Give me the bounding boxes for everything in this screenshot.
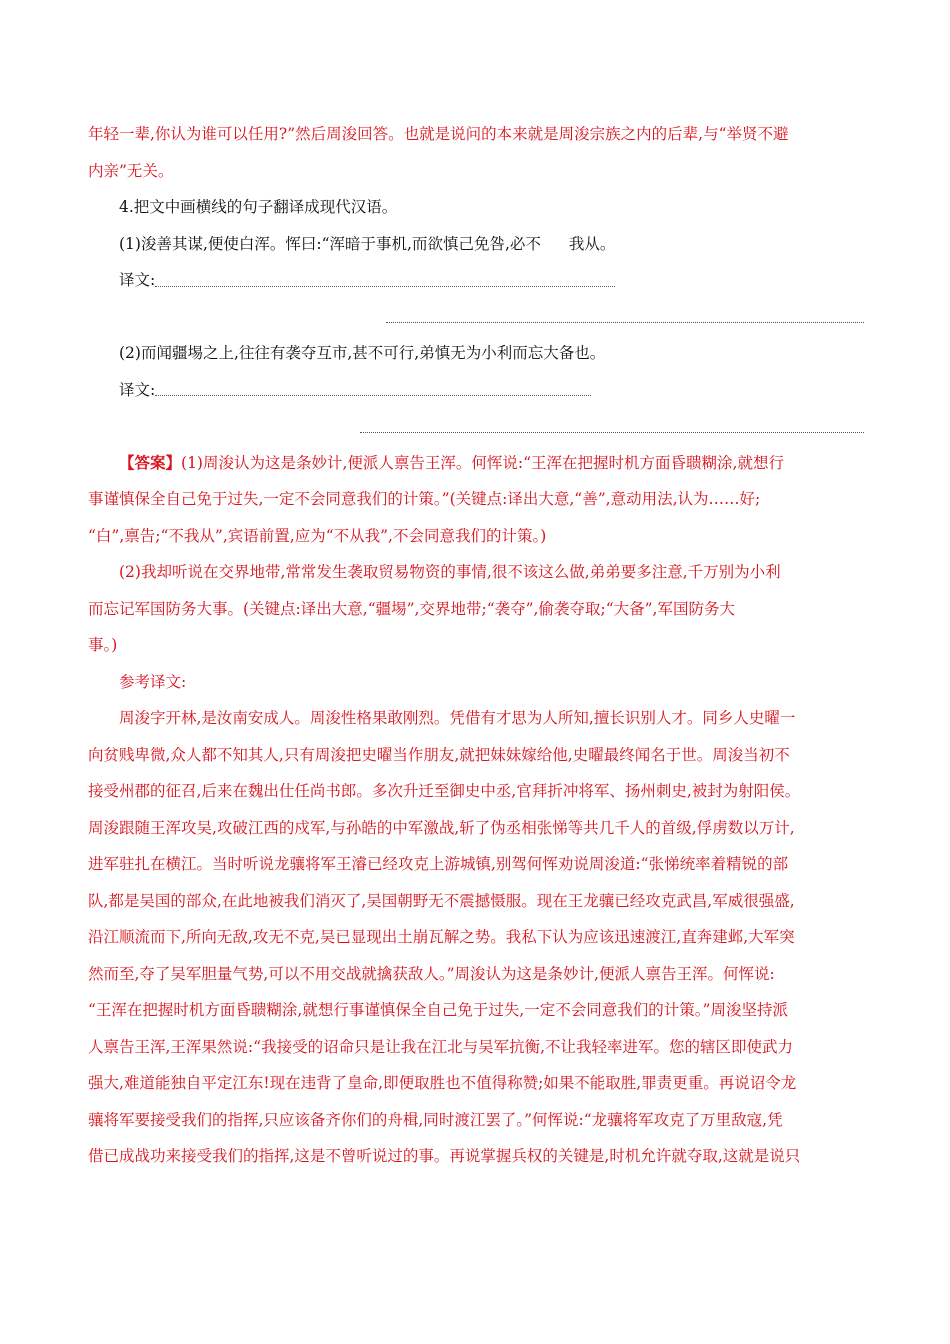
answer-paragraph-2-line-1: (2)我却听说在交界地带,常常发生袭取贸易物资的事情,很不该这么做,弟弟要多注意,千万别为小利 [119,563,781,581]
translation-blank-line-1b[interactable] [386,321,864,323]
question-item-2: (2)而闻疆埸之上,往往有袭夺互市,甚不可行,弟慎无为小利而忘大备也。 [119,344,606,362]
intro-line-2: 内亲”无关。 [88,161,174,180]
reference-line: 周浚跟随王浑攻吴,攻破江西的戍军,与孙皓的中军激战,斩了伪丞相张悌等共几千人的首级,俘虏数以万计, [88,818,795,837]
translation-blank-line-1a[interactable] [155,285,615,287]
answer-paragraph-2-line-3: 事。) [88,636,118,654]
answer-tag: 【答案】 [119,452,182,472]
reference-line: 向贫贱卑微,众人都不知其人,只有周浚把史曜当作朋友,就把妹妹嫁给他,史曜最终闻名于世。周浚当初不 [88,745,790,764]
translation-row-2 [88,372,864,409]
document-page [88,116,864,1175]
answer-paragraph-1-line-1 [88,445,864,482]
reference-line: 强大,难道能独自平定江东!现在违背了皇命,即便取胜也不值得称赞;如果不能取胜,罪责更重。再说诏令龙 [88,1074,797,1092]
translation-blank-line-2b[interactable] [360,431,864,433]
reference-line: 接受州郡的征召,后来在魏出仕任尚书郎。多次升迁至御史中丞,官拜折冲将军、扬州刺史,被封为射阳侯。 [88,782,801,800]
question-item-1 [88,226,864,263]
answer-text: (1)周浚认为这是条妙计,便派人禀告王浑。何恽说:“王浑在把握时机方面昏聩糊涂,就想行 [181,453,784,472]
question-item-1-text: (1)浚善其谋,便使白浑。恽曰:“浑暗于事机,而欲慎己免咎,必不 [119,234,541,253]
translation-row-1 [88,262,864,299]
translation-row-2b [88,408,864,445]
reference-line: 骧将军要接受我们的指挥,只应该备齐你们的舟楫,同时渡江罢了。”何恽说:“龙骧将军攻克了万里敌寇,凭 [88,1110,783,1129]
reference-title: 参考译文: [119,672,187,691]
reference-line: 人禀告王浑,王浑果然说:“我接受的诏命只是让我在江北与吴军抗衡,不让我轻率进军。您的辖区即使武力 [88,1037,794,1056]
reference-line: 队,都是吴国的部众,在此地被我们消灭了,吴国朝野无不震撼慑服。现在王龙骧已经攻克武昌,军威很强盛, [88,891,795,910]
reference-line: 进军驻扎在横江。当时听说龙骧将军王濬已经攻克上游城镇,别驾何恽劝说周浚道:“张悌统率着精锐的部 [88,855,789,873]
answer-paragraph-1-line-3: “白”,禀告;“不我从”,宾语前置,应为“不从我”,不会同意我们的计策。) [88,526,547,545]
intro-line-1: 年轻一辈,你认为谁可以任用?”然后周浚回答。也就是说问的本来就是周浚宗族之内的后辈,与“举贤不避 [88,125,789,143]
translation-blank-line-2a[interactable] [155,394,591,396]
reference-line: 然而至,夺了吴军胆量气势,可以不用交战就擒获敌人。”周浚认为这是条妙计,便派人禀告王浑。何恽说: [88,964,775,983]
answer-paragraph-1-line-2: 事谨慎保全自己免于过失,一定不会同意我们的计策。”(关键点:译出大意,“善”,意动用法,认为……好; [88,490,761,508]
question-item-1-text-end: 我从。 [568,234,616,253]
reference-line: 沿江顺流而下,所向无敌,攻无不克,吴已显现出土崩瓦解之势。我私下认为应该迅速渡江,直奔建邺,大军突 [88,928,795,946]
question-title: 4.把文中画横线的句子翻译成现代汉语。 [119,198,398,216]
answer-paragraph-2-line-2: 而忘记军国防务大事。(关键点:译出大意,“疆埸”,交界地带;“袭夺”,偷袭夺取;“大备”,军国防务大 [88,599,735,618]
reference-line: 周浚字开林,是汝南安成人。周浚性格果敢刚烈。凭借有才思为人所知,擅长识别人才。同乡人史曜一 [119,709,796,727]
translation-label-1: 译文: [119,271,156,289]
reference-line: “王浑在把握时机方面昏聩糊涂,就想行事谨慎保全自己免于过失,一定不会同意我们的计策。”周浚坚持派 [88,1001,788,1019]
translation-row-1b [88,299,864,336]
translation-label-2: 译文: [119,380,156,399]
reference-line: 借已成战功来接受我们的指挥,这是不曾听说过的事。再说掌握兵权的关键是,时机允许就夺取,这就是说只 [88,1147,801,1165]
